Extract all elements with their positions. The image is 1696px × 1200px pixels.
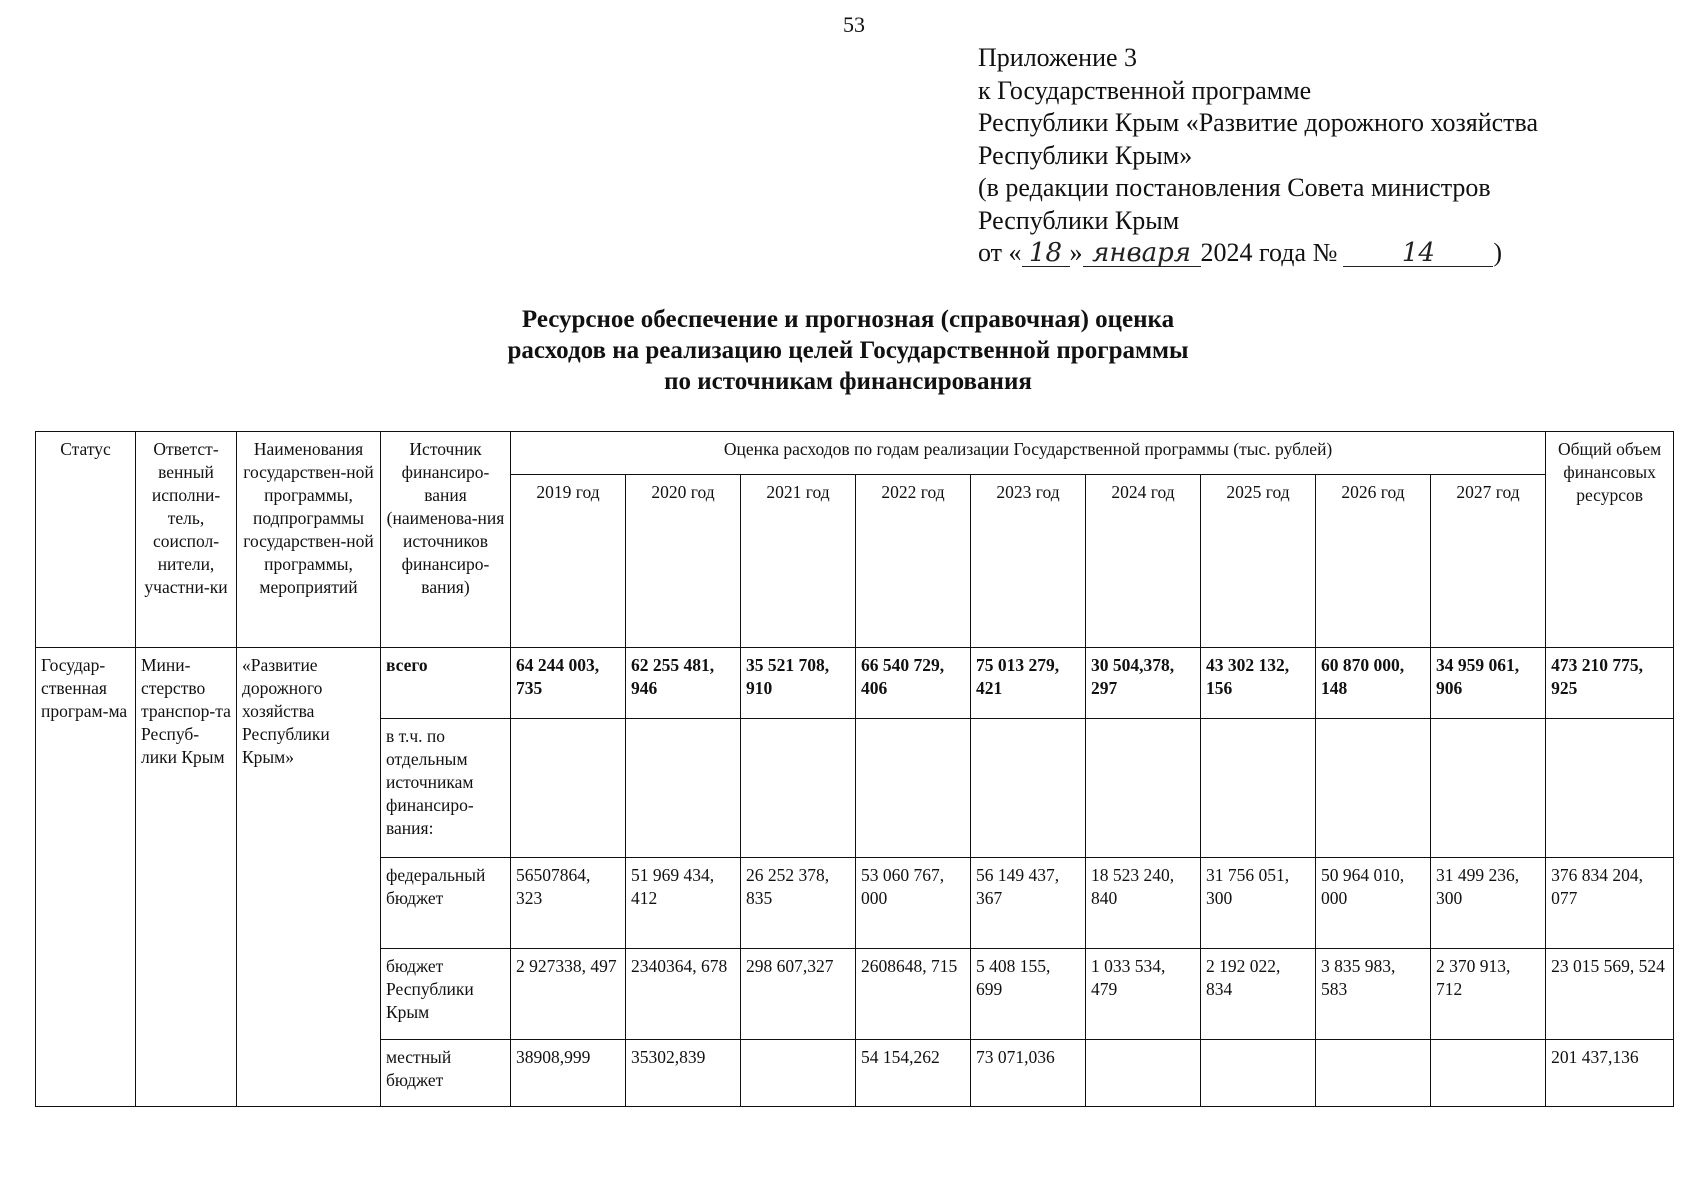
value-cell bbox=[1431, 1040, 1546, 1107]
appendix-line: Республики Крым» bbox=[978, 140, 1193, 170]
value-cell: 34 959 061, 906 bbox=[1431, 648, 1546, 719]
value-cell: 2340364, 678 bbox=[626, 949, 741, 1040]
total-cell: 23 015 569, 524 bbox=[1546, 949, 1674, 1040]
value-cell: 56507864, 323 bbox=[511, 858, 626, 949]
total-cell: 473 210 775, 925 bbox=[1546, 648, 1674, 719]
header-row bbox=[36, 432, 1674, 475]
title-line: Ресурсное обеспечение и прогнозная (справочная) оценка bbox=[521, 306, 1175, 333]
value-cell: 31 499 236, 300 bbox=[1431, 858, 1546, 949]
title-line: расходов на реализацию целей Государственной программы bbox=[507, 337, 1189, 364]
source-cell: всего bbox=[381, 648, 511, 719]
header-years-group: Оценка расходов по годам реализации Государственной программы (тыс. рублей) bbox=[511, 432, 1546, 475]
value-cell: 1 033 534, 479 bbox=[1086, 949, 1201, 1040]
value-cell: 53 060 767, 000 bbox=[856, 858, 971, 949]
executor-cell: Мини-стерство транспор-та Респуб-лики Крым bbox=[136, 648, 237, 1107]
value-cell: 35302,839 bbox=[626, 1040, 741, 1107]
value-cell: 2 192 022, 834 bbox=[1201, 949, 1316, 1040]
source-cell: в т.ч. по отдельным источникам финансиро-вания: bbox=[381, 719, 511, 858]
source-cell: местный бюджет bbox=[381, 1040, 511, 1107]
resource-table bbox=[35, 431, 1674, 1107]
value-cell: 5 408 155, 699 bbox=[971, 949, 1086, 1040]
appendix-date-line bbox=[978, 237, 1678, 270]
value-cell: 38908,999 bbox=[511, 1040, 626, 1107]
value-cell bbox=[1316, 1040, 1431, 1107]
total-cell bbox=[1546, 719, 1674, 858]
header-year: 2025 год bbox=[1201, 475, 1316, 648]
value-cell: 31 756 051, 300 bbox=[1201, 858, 1316, 949]
value-cell bbox=[741, 719, 856, 858]
value-cell: 18 523 240, 840 bbox=[1086, 858, 1201, 949]
value-cell: 64 244 003, 735 bbox=[511, 648, 626, 719]
value-cell: 298 607,327 bbox=[741, 949, 856, 1040]
appendix-line: Республики Крым «Развитие дорожного хозяйства bbox=[978, 108, 1538, 137]
date-prefix: от « bbox=[978, 238, 1022, 267]
handwritten-month: января bbox=[1083, 240, 1201, 267]
title-line: по источникам финансирования bbox=[664, 368, 1032, 395]
value-cell bbox=[1316, 719, 1431, 858]
header-status: Статус bbox=[36, 432, 136, 648]
appendix-line: Приложение 3 bbox=[978, 43, 1138, 72]
value-cell: 3 835 983, 583 bbox=[1316, 949, 1431, 1040]
value-cell: 62 255 481, 946 bbox=[626, 648, 741, 719]
header-year: 2027 год bbox=[1431, 475, 1546, 648]
value-cell bbox=[626, 719, 741, 858]
value-cell: 26 252 378, 835 bbox=[741, 858, 856, 949]
header-year: 2024 год bbox=[1086, 475, 1201, 648]
header-year: 2019 год bbox=[511, 475, 626, 648]
appendix-line: Республики Крым bbox=[978, 205, 1180, 235]
value-cell bbox=[741, 1040, 856, 1107]
value-cell bbox=[511, 719, 626, 858]
date-suffix: ) bbox=[1493, 238, 1503, 267]
page-number: 53 bbox=[843, 12, 865, 37]
program-name-cell: «Развитие дорожного хозяйства Республики Крым» bbox=[237, 648, 381, 1107]
value-cell: 2608648, 715 bbox=[856, 949, 971, 1040]
value-cell bbox=[1086, 719, 1201, 858]
header-source: Источник финансиро-вания (наименова-ния источников финансиро-вания) bbox=[381, 432, 511, 648]
value-cell: 30 504,378, 297 bbox=[1086, 648, 1201, 719]
header-executor: Ответст-венный исполни-тель, соиспол-нители, участни-ки bbox=[136, 432, 237, 648]
handwritten-doc-number: 14 bbox=[1343, 240, 1493, 267]
value-cell bbox=[856, 719, 971, 858]
header-year: 2021 год bbox=[741, 475, 856, 648]
appendix-line: к Государственной программе bbox=[978, 75, 1312, 105]
header-name: Наименования государствен-ной программы, подпрограммы государствен-ной программы, мероприятий bbox=[237, 432, 381, 648]
value-cell: 73 071,036 bbox=[971, 1040, 1086, 1107]
value-cell: 60 870 000, 148 bbox=[1316, 648, 1431, 719]
header-year: 2022 год bbox=[856, 475, 971, 648]
appendix-line: (в редакции постановления Совета министров bbox=[978, 173, 1491, 202]
value-cell bbox=[1201, 719, 1316, 858]
value-cell bbox=[1431, 719, 1546, 858]
value-cell bbox=[1201, 1040, 1316, 1107]
value-cell: 50 964 010, 000 bbox=[1316, 858, 1431, 949]
handwritten-day: 18 bbox=[1022, 240, 1070, 267]
total-cell: 376 834 204, 077 bbox=[1546, 858, 1674, 949]
status-cell: Государ-ственная програм-ма bbox=[36, 648, 136, 1107]
source-cell: бюджет Республики Крым bbox=[381, 949, 511, 1040]
header-year: 2023 год bbox=[971, 475, 1086, 648]
value-cell: 2 927338, 497 bbox=[511, 949, 626, 1040]
document-title bbox=[0, 304, 1696, 397]
value-cell: 35 521 708, 910 bbox=[741, 648, 856, 719]
header-year: 2026 год bbox=[1316, 475, 1431, 648]
value-cell bbox=[971, 719, 1086, 858]
header-total: Общий объем финансовых ресурсов bbox=[1546, 432, 1674, 648]
value-cell: 51 969 434, 412 bbox=[626, 858, 741, 949]
total-cell: 201 437,136 bbox=[1546, 1040, 1674, 1107]
value-cell: 56 149 437, 367 bbox=[971, 858, 1086, 949]
source-cell: федеральный бюджет bbox=[381, 858, 511, 949]
value-cell: 66 540 729, 406 bbox=[856, 648, 971, 719]
header-year: 2020 год bbox=[626, 475, 741, 648]
appendix-block bbox=[978, 42, 1678, 270]
table-row bbox=[36, 648, 1674, 719]
value-cell: 43 302 132, 156 bbox=[1201, 648, 1316, 719]
value-cell: 2 370 913, 712 bbox=[1431, 949, 1546, 1040]
date-year: 2024 года № bbox=[1200, 238, 1338, 267]
value-cell: 75 013 279, 421 bbox=[971, 648, 1086, 719]
date-mid: » bbox=[1069, 238, 1083, 267]
value-cell: 54 154,262 bbox=[856, 1040, 971, 1107]
value-cell bbox=[1086, 1040, 1201, 1107]
